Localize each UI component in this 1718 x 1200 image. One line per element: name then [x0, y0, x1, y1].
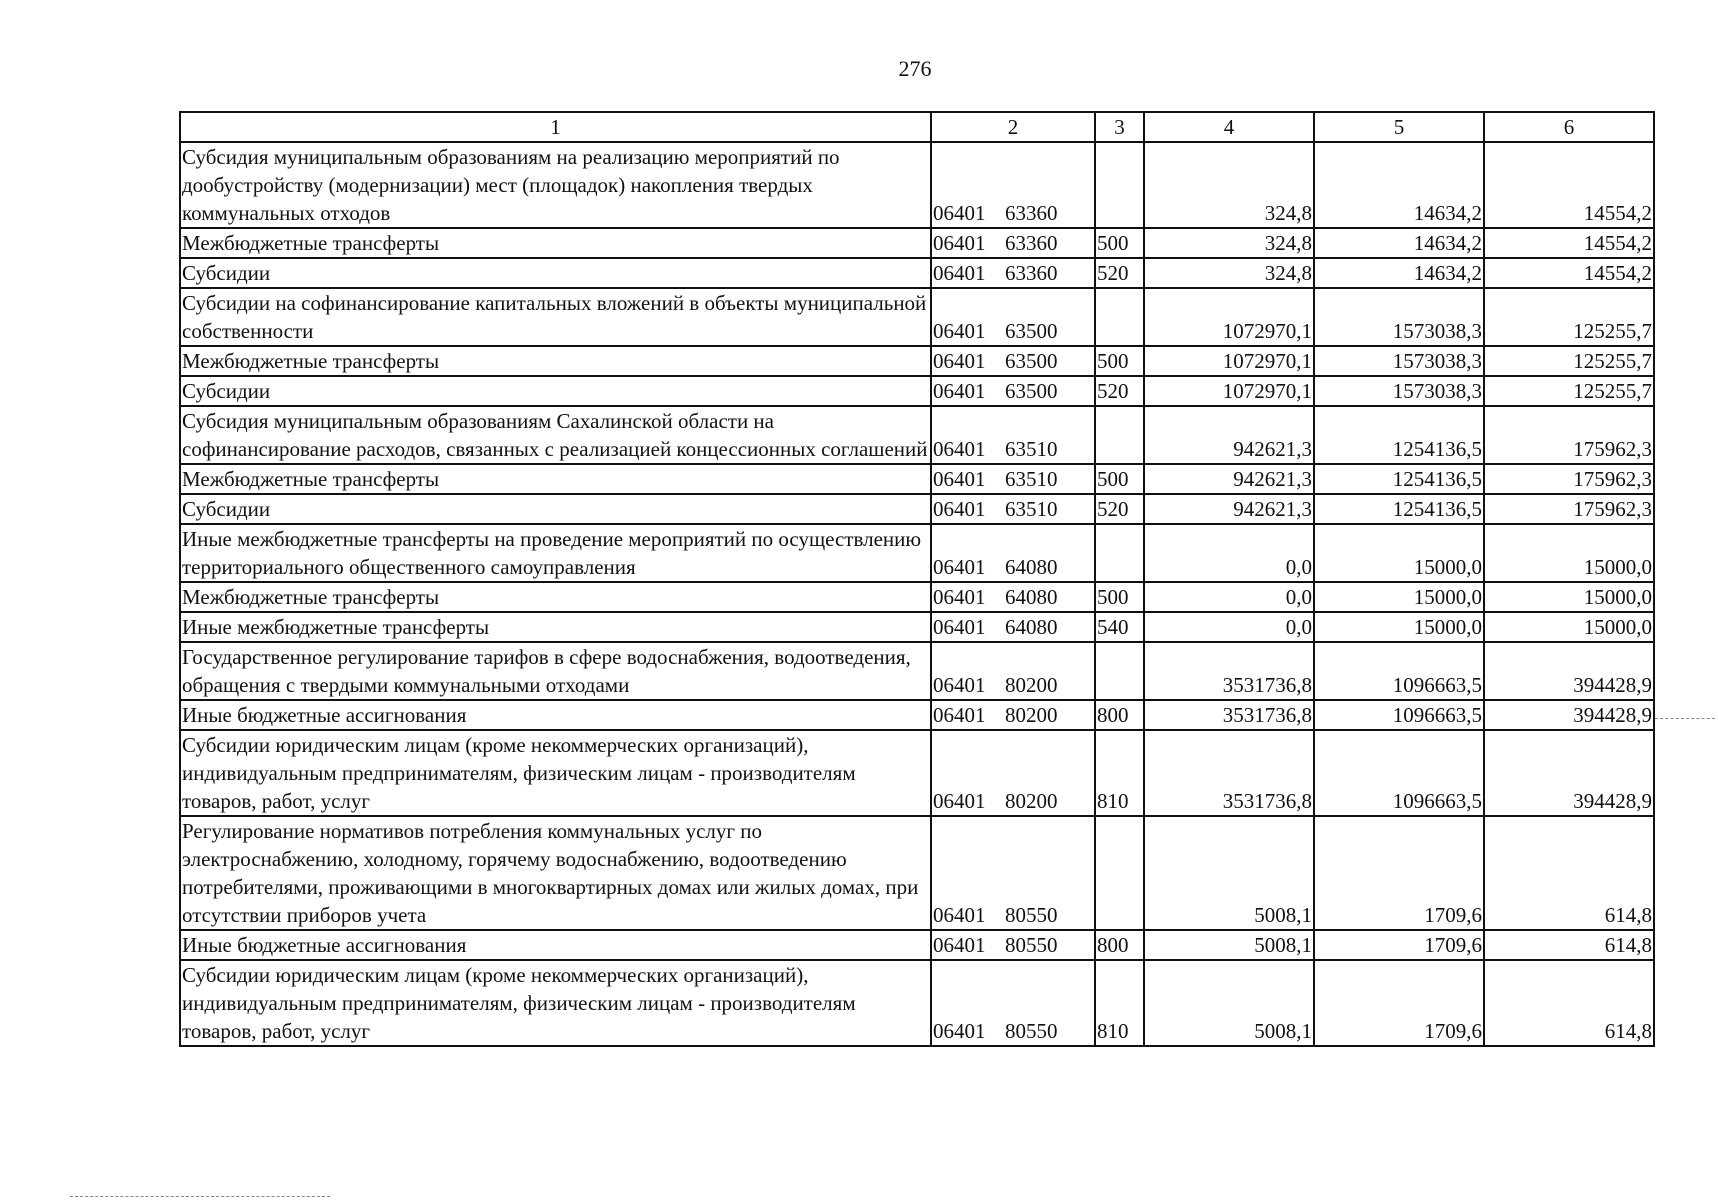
direction-code: 63360: [1005, 201, 1058, 225]
expense-type-cell: [1095, 642, 1144, 700]
expense-type-cell: 800: [1095, 930, 1144, 960]
expense-type-cell: [1095, 816, 1144, 930]
amount-cell: 125255,7: [1484, 376, 1654, 406]
expense-type-cell: 810: [1095, 730, 1144, 816]
direction-code: 63500: [1005, 319, 1058, 343]
amount-cell: 15000,0: [1484, 582, 1654, 612]
amount-cell: 942621,3: [1144, 464, 1314, 494]
direction-code: 80550: [1005, 1019, 1058, 1043]
header-cell: 3: [1095, 112, 1144, 142]
amount-cell: 175962,3: [1484, 494, 1654, 524]
table-row: [180, 406, 1654, 464]
direction-code: 80200: [1005, 789, 1058, 813]
amount-cell: 1709,6: [1314, 816, 1484, 930]
amount-cell: 1709,6: [1314, 930, 1484, 960]
program-code: 06401: [933, 903, 986, 927]
direction-code: 64080: [1005, 555, 1058, 579]
program-code: 06401: [933, 379, 986, 403]
program-code: 06401: [933, 585, 986, 609]
amount-cell: 614,8: [1484, 816, 1654, 930]
amount-cell: 1573038,3: [1314, 376, 1484, 406]
expense-type-cell: 520: [1095, 376, 1144, 406]
target-article-cell: [931, 960, 1095, 1046]
program-code: 06401: [933, 201, 986, 225]
expense-name-cell: Субсидии: [180, 494, 931, 524]
expense-type-cell: 500: [1095, 228, 1144, 258]
amount-cell: 1096663,5: [1314, 642, 1484, 700]
direction-code: 63360: [1005, 261, 1058, 285]
amount-cell: 394428,9: [1484, 730, 1654, 816]
amount-cell: 125255,7: [1484, 288, 1654, 346]
target-article-cell: [931, 582, 1095, 612]
target-article-cell: [931, 376, 1095, 406]
expense-name-cell: Межбюджетные трансферты: [180, 228, 931, 258]
amount-cell: 1709,6: [1314, 960, 1484, 1046]
amount-cell: 1254136,5: [1314, 406, 1484, 464]
target-article-cell: [931, 930, 1095, 960]
target-article-cell: [931, 700, 1095, 730]
target-article-cell: [931, 524, 1095, 582]
program-code: 06401: [933, 497, 986, 521]
amount-cell: 15000,0: [1484, 612, 1654, 642]
program-code: 06401: [933, 933, 986, 957]
amount-cell: 14554,2: [1484, 228, 1654, 258]
target-article-cell: [931, 258, 1095, 288]
direction-code: 63500: [1005, 349, 1058, 373]
amount-cell: 125255,7: [1484, 346, 1654, 376]
expense-name-cell: Иные межбюджетные трансферты на проведение мероприятий по осуществлению территориального общественного самоуправления: [180, 524, 931, 582]
amount-cell: 5008,1: [1144, 930, 1314, 960]
expense-type-cell: [1095, 524, 1144, 582]
target-article-cell: [931, 346, 1095, 376]
amount-cell: 942621,3: [1144, 494, 1314, 524]
target-article-cell: [931, 612, 1095, 642]
table-row: [180, 730, 1654, 816]
amount-cell: 5008,1: [1144, 816, 1314, 930]
table-row: [180, 376, 1654, 406]
expense-name-cell: Субсидии юридическим лицам (кроме некоммерческих организаций), индивидуальным предпринимателям, физическим лицам - производителям товаров, работ, услуг: [180, 960, 931, 1046]
expense-type-cell: [1095, 406, 1144, 464]
direction-code: 63510: [1005, 497, 1058, 521]
amount-cell: 1254136,5: [1314, 494, 1484, 524]
expense-name-cell: Субсидии на софинансирование капитальных вложений в объекты муниципальной собственности: [180, 288, 931, 346]
target-article-cell: [931, 494, 1095, 524]
amount-cell: 0,0: [1144, 524, 1314, 582]
table-row: [180, 582, 1654, 612]
header-cell: 2: [931, 112, 1095, 142]
direction-code: 63510: [1005, 467, 1058, 491]
amount-cell: 942621,3: [1144, 406, 1314, 464]
amount-cell: 614,8: [1484, 960, 1654, 1046]
expense-type-cell: 500: [1095, 582, 1144, 612]
expense-type-cell: 810: [1095, 960, 1144, 1046]
target-article-cell: [931, 816, 1095, 930]
amount-cell: 1096663,5: [1314, 700, 1484, 730]
program-code: 06401: [933, 673, 986, 697]
expense-name-cell: Субсидия муниципальным образованиям на реализацию мероприятий по дообустройству (модернизации) мест (площадок) накопления твердых коммунальных отходов: [180, 142, 931, 228]
expense-type-cell: 520: [1095, 494, 1144, 524]
amount-cell: 15000,0: [1314, 524, 1484, 582]
program-code: 06401: [933, 319, 986, 343]
amount-cell: 15000,0: [1314, 582, 1484, 612]
expense-type-cell: 540: [1095, 612, 1144, 642]
amount-cell: 15000,0: [1484, 524, 1654, 582]
amount-cell: 175962,3: [1484, 406, 1654, 464]
header-cell: 4: [1144, 112, 1314, 142]
direction-code: 64080: [1005, 615, 1058, 639]
scan-artifact-line: [1655, 718, 1715, 719]
program-code: 06401: [933, 349, 986, 373]
direction-code: 63360: [1005, 231, 1058, 255]
table-row: [180, 494, 1654, 524]
program-code: 06401: [933, 615, 986, 639]
expense-name-cell: Государственное регулирование тарифов в сфере водоснабжения, водоотведения, обращения с твердыми коммунальными отходами: [180, 642, 931, 700]
table-row: [180, 612, 1654, 642]
scan-artifact-line: [70, 1196, 330, 1197]
amount-cell: 1072970,1: [1144, 288, 1314, 346]
expense-name-cell: Регулирование нормативов потребления коммунальных услуг по электроснабжению, холодному, горячему водоснабжению, водоотведению потребителями, проживающими в многоквартирных домах или жилых домах, при отсутствии приборов учета: [180, 816, 931, 930]
amount-cell: 14634,2: [1314, 228, 1484, 258]
amount-cell: 1096663,5: [1314, 730, 1484, 816]
header-cell: 1: [180, 112, 931, 142]
program-code: 06401: [933, 703, 986, 727]
expense-name-cell: Иные бюджетные ассигнования: [180, 700, 931, 730]
expense-name-cell: Межбюджетные трансферты: [180, 582, 931, 612]
direction-code: 63500: [1005, 379, 1058, 403]
program-code: 06401: [933, 437, 986, 461]
target-article-cell: [931, 642, 1095, 700]
program-code: 06401: [933, 231, 986, 255]
table-row: [180, 258, 1654, 288]
amount-cell: 0,0: [1144, 612, 1314, 642]
amount-cell: 1072970,1: [1144, 376, 1314, 406]
table-row: [180, 524, 1654, 582]
program-code: 06401: [933, 555, 986, 579]
expense-type-cell: 500: [1095, 464, 1144, 494]
amount-cell: 1072970,1: [1144, 346, 1314, 376]
direction-code: 80200: [1005, 673, 1058, 697]
table-row: [180, 960, 1654, 1046]
table-row: [180, 642, 1654, 700]
page-number: 276: [898, 56, 932, 81]
table-row: [180, 464, 1654, 494]
table-row: [180, 816, 1654, 930]
target-article-cell: [931, 730, 1095, 816]
amount-cell: 614,8: [1484, 930, 1654, 960]
expense-name-cell: Субсидии: [180, 258, 931, 288]
table-row: [180, 346, 1654, 376]
direction-code: 80550: [1005, 903, 1058, 927]
expense-type-cell: [1095, 142, 1144, 228]
amount-cell: 394428,9: [1484, 700, 1654, 730]
program-code: 06401: [933, 1019, 986, 1043]
expense-name-cell: Субсидии юридическим лицам (кроме некоммерческих организаций), индивидуальным предпринимателям, физическим лицам - производителям товаров, работ, услуг: [180, 730, 931, 816]
expense-name-cell: Субсидия муниципальным образованиям Сахалинской области на софинансирование расходов, связанных с реализацией концессионных соглашений: [180, 406, 931, 464]
amount-cell: 14554,2: [1484, 142, 1654, 228]
expense-type-cell: [1095, 288, 1144, 346]
amount-cell: 394428,9: [1484, 642, 1654, 700]
amount-cell: 324,8: [1144, 142, 1314, 228]
target-article-cell: [931, 406, 1095, 464]
table-row: [180, 700, 1654, 730]
program-code: 06401: [933, 261, 986, 285]
table-row: [180, 930, 1654, 960]
program-code: 06401: [933, 789, 986, 813]
target-article-cell: [931, 464, 1095, 494]
amount-cell: 14634,2: [1314, 142, 1484, 228]
program-code: 06401: [933, 467, 986, 491]
expense-name-cell: Иные межбюджетные трансферты: [180, 612, 931, 642]
header-row: [180, 112, 1654, 142]
header-cell: 6: [1484, 112, 1654, 142]
amount-cell: 5008,1: [1144, 960, 1314, 1046]
expense-name-cell: Межбюджетные трансферты: [180, 346, 931, 376]
amount-cell: 3531736,8: [1144, 700, 1314, 730]
expense-type-cell: 800: [1095, 700, 1144, 730]
amount-cell: 175962,3: [1484, 464, 1654, 494]
amount-cell: 1573038,3: [1314, 346, 1484, 376]
amount-cell: 14634,2: [1314, 258, 1484, 288]
budget-table: [179, 111, 1655, 1047]
expense-name-cell: Иные бюджетные ассигнования: [180, 930, 931, 960]
expense-type-cell: 500: [1095, 346, 1144, 376]
target-article-cell: [931, 142, 1095, 228]
direction-code: 64080: [1005, 585, 1058, 609]
amount-cell: 0,0: [1144, 582, 1314, 612]
expense-name-cell: Межбюджетные трансферты: [180, 464, 931, 494]
table-row: [180, 142, 1654, 228]
target-article-cell: [931, 228, 1095, 258]
direction-code: 80550: [1005, 933, 1058, 957]
direction-code: 63510: [1005, 437, 1058, 461]
header-cell: 5: [1314, 112, 1484, 142]
expense-name-cell: Субсидии: [180, 376, 931, 406]
amount-cell: 15000,0: [1314, 612, 1484, 642]
expense-type-cell: 520: [1095, 258, 1144, 288]
amount-cell: 3531736,8: [1144, 730, 1314, 816]
amount-cell: 3531736,8: [1144, 642, 1314, 700]
table-row: [180, 288, 1654, 346]
amount-cell: 324,8: [1144, 258, 1314, 288]
amount-cell: 1573038,3: [1314, 288, 1484, 346]
table-body: [180, 142, 1654, 1046]
amount-cell: 14554,2: [1484, 258, 1654, 288]
amount-cell: 324,8: [1144, 228, 1314, 258]
target-article-cell: [931, 288, 1095, 346]
amount-cell: 1254136,5: [1314, 464, 1484, 494]
direction-code: 80200: [1005, 703, 1058, 727]
table-row: [180, 228, 1654, 258]
